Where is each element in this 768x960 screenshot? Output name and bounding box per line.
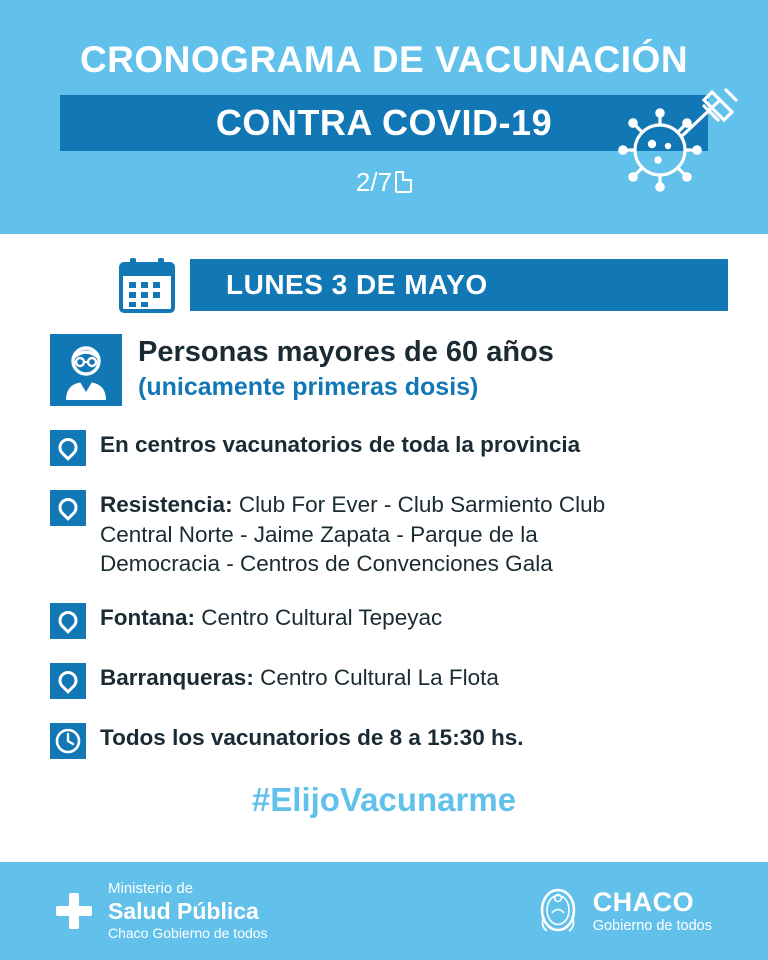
ministry-line3: Chaco Gobierno de todos: [108, 925, 268, 942]
list-item-label: Fontana:: [100, 605, 195, 631]
subtitle-band: [60, 95, 708, 151]
list-item: [40, 661, 728, 699]
clock-icon: [50, 723, 86, 759]
list-item-text: Todos los vacunatorios de 8 a 15:30 hs.: [100, 725, 524, 751]
list-item-label: Resistencia:: [100, 492, 233, 517]
calendar-icon: [118, 256, 176, 314]
document-page-icon: [395, 171, 412, 193]
location-pin-icon: [50, 490, 86, 526]
poster-header: [0, 0, 768, 234]
ministry-logo: [56, 880, 268, 941]
list-item-text: En centros vacunatorios de toda la provincia: [100, 432, 581, 457]
list-item: [40, 428, 728, 466]
list-item: [40, 721, 728, 759]
chaco-line2: Gobierno de todos: [592, 918, 712, 935]
list-item: [40, 601, 728, 639]
argentina-shield-icon: [535, 886, 581, 936]
audience-sub-text: (unicamente primeras dosis): [138, 373, 479, 402]
date-band: [190, 259, 728, 311]
audience-main-text: Personas mayores de 60 años: [138, 336, 554, 368]
list-item-label: Barranqueras:: [100, 665, 254, 691]
location-pin-icon: [50, 430, 86, 466]
chaco-line1: CHACO: [592, 887, 695, 918]
poster-body: [0, 234, 768, 862]
list-item: [40, 488, 728, 579]
date-label: LUNES 3 DE MAYO: [226, 269, 488, 300]
ministry-line2: Salud Pública: [108, 898, 259, 925]
subtitle-text: CONTRA COVID-19: [215, 101, 553, 143]
health-cross-icon: [56, 893, 92, 929]
page-indicator-text: 2/7: [355, 166, 393, 197]
poster-footer: [0, 862, 768, 960]
page-title: CRONOGRAMA DE VACUNACIÓN: [79, 39, 689, 80]
list-item-text: Club For Ever - Club Sarmiento Club Central Norte - Jaime Zapata - Parque de la Democracia - Centros de Convenciones Gala: [100, 492, 606, 577]
date-row: [40, 256, 728, 314]
list-item-text: Centro Cultural Tepeyac: [195, 605, 443, 631]
hashtag: #ElijoVacunarme: [251, 781, 517, 819]
ministry-line1: Ministerio de: [108, 880, 194, 898]
location-pin-icon: [50, 663, 86, 699]
elderly-person-icon: [50, 334, 122, 406]
page-indicator: [0, 167, 768, 198]
location-pin-icon: [50, 603, 86, 639]
audience-row: [40, 334, 728, 406]
list-item-text: Centro Cultural La Flota: [253, 665, 499, 691]
chaco-logo: [535, 886, 712, 936]
